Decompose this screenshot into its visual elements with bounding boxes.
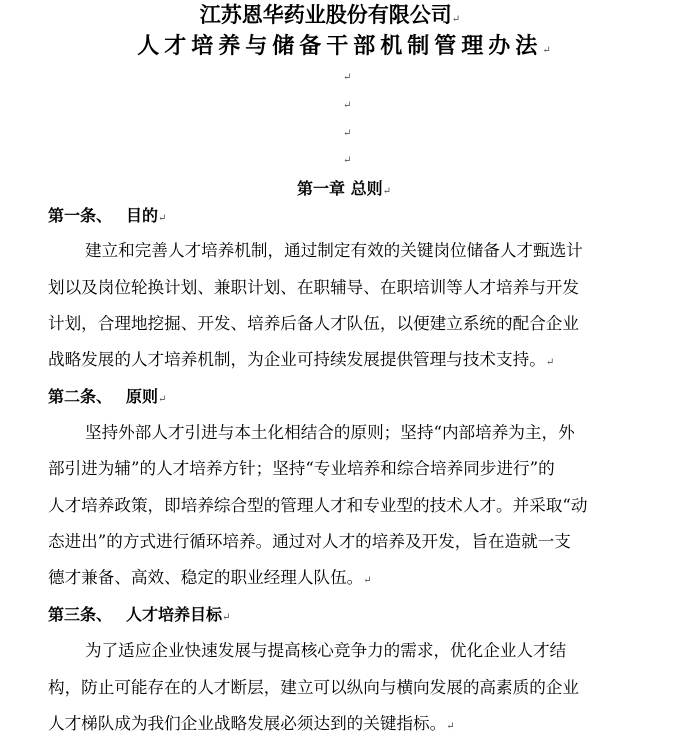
- article-heading-text: 人才培养目标: [126, 605, 223, 624]
- empty-paragraph-mark-icon: ↵: [343, 155, 352, 166]
- paragraph-mark-icon: ↵: [222, 612, 231, 623]
- paragraph-line-text: 战略发展的人才培养机制，为企业可持续发展提供管理与技术支持。: [48, 350, 546, 369]
- paragraph-line: 部引进为辅”的人才培养方针；坚持“专业培养和综合培养同步进行”的: [48, 459, 555, 478]
- paragraph-line: [48, 349, 648, 374]
- article-heading: [48, 386, 166, 411]
- empty-paragraph-mark-icon: ↵: [343, 72, 352, 83]
- paragraph-mark-icon: ↵: [158, 213, 167, 224]
- chapter-title: [0, 178, 688, 203]
- paragraph-line: 计划，合理地挖掘、开发、培养后备人才队伍，以便建立系统的配合企业: [48, 314, 579, 333]
- document-title-text: 人才培养与储备干部机制管理办法: [137, 33, 543, 59]
- paragraph-line: 人才培养政策，即培养综合型的管理人才和专业型的技术人才。并采取“动: [48, 496, 588, 515]
- empty-paragraph-mark-icon: ↵: [343, 100, 352, 111]
- paragraph-mark-icon: ↵: [158, 394, 167, 405]
- article-number: 第二条、: [48, 387, 113, 406]
- paragraph-mark-icon: ↵: [545, 357, 555, 368]
- paragraph-line: 态进出”的方式进行循环培养。通过对人才的培养及开发，旨在造就一支: [48, 532, 571, 551]
- company-title-text: 江苏恩华药业股份有限公司: [199, 2, 452, 27]
- paragraph-mark-icon: ↵: [542, 45, 551, 56]
- paragraph-line: 建立和完善人才培养机制，通过制定有效的关键岗位储备人才甄选计: [85, 241, 583, 260]
- empty-paragraph-mark-icon: ↵: [343, 128, 352, 139]
- article-heading-text: 目的: [126, 206, 159, 225]
- paragraph-line: [48, 713, 648, 738]
- article-heading-text: 原则: [126, 387, 159, 406]
- paragraph-line: 划以及岗位轮换计划、兼职计划、在职辅导、在职培训等人才培养与开发: [48, 278, 579, 297]
- chapter-title-text: 第一章 总则: [297, 179, 383, 198]
- paragraph-line: [48, 567, 648, 592]
- document-title: [0, 32, 688, 65]
- article-number: 第一条、: [48, 206, 113, 225]
- paragraph-line-text: 德才兼备、高效、稳定的职业经理人队伍。: [48, 568, 364, 587]
- paragraph-mark-icon: ↵: [382, 186, 391, 197]
- paragraph-line: 为了适应企业快速发展与提高核心竞争力的需求，优化企业人才结: [85, 641, 567, 660]
- paragraph-line-text: 人才梯队成为我们企业战略发展必须达到的关键指标。: [48, 714, 447, 733]
- paragraph-mark-icon: ↵: [363, 575, 372, 586]
- article-heading: [48, 604, 230, 629]
- company-title: [0, 2, 660, 33]
- article-number: 第三条、: [48, 605, 113, 624]
- paragraph-line: 构，防止可能存在的人才断层，建立可以纵向与横向发展的高素质的企业: [48, 678, 579, 697]
- paragraph-mark-icon: ↵: [446, 721, 455, 732]
- paragraph-line: 坚持外部人才引进与本土化相结合的原则；坚持“内部培养为主，外: [85, 423, 575, 442]
- paragraph-mark-icon: ↵: [451, 14, 461, 25]
- article-heading: [48, 205, 166, 230]
